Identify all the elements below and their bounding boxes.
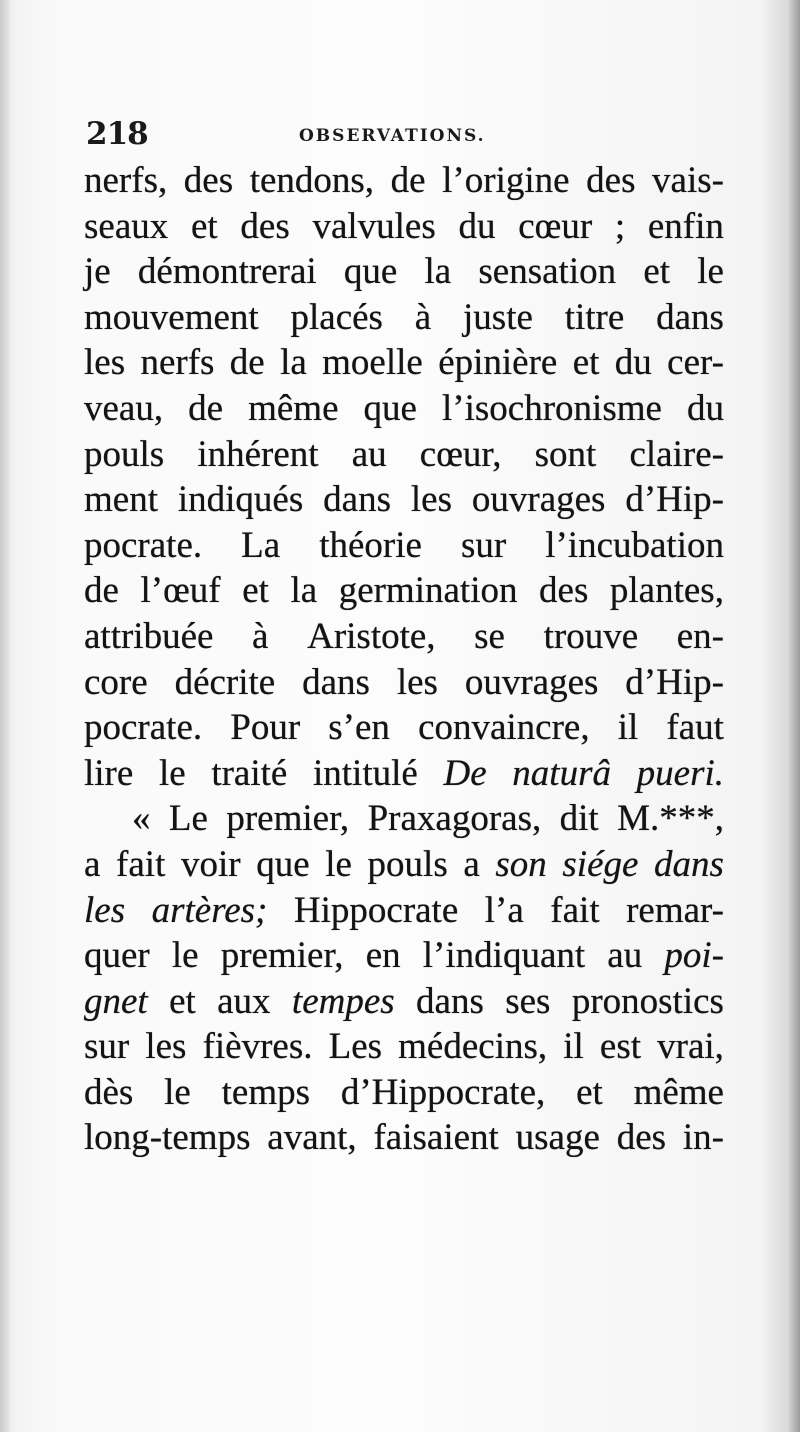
text-word: dans: [323, 479, 391, 521]
text-word: de: [188, 387, 224, 429]
text-line: [84, 158, 724, 204]
text-word: de: [390, 160, 426, 201]
text-word: les: [84, 889, 126, 931]
text-word: et: [190, 205, 218, 247]
text-word: du: [458, 205, 496, 247]
body-text: [84, 158, 724, 1161]
text-word: des: [240, 205, 290, 247]
text-line: [84, 796, 724, 842]
text-word: gnet: [84, 980, 148, 1022]
text-word: sur: [84, 1026, 130, 1068]
text-line: [84, 523, 724, 569]
text-word: l’incubation: [545, 524, 724, 566]
text-word: naturâ: [512, 752, 611, 794]
text-word: des: [586, 160, 636, 201]
text-word: fait: [116, 843, 166, 885]
text-word: pronostics: [571, 980, 724, 1022]
text-word: la: [280, 342, 307, 384]
text-word: et: [643, 251, 671, 293]
text-word: tempes: [291, 980, 395, 1022]
text-word: attribuée: [84, 615, 214, 657]
text-word: l’œuf: [140, 570, 221, 612]
text-word: dans: [416, 980, 484, 1022]
text-word: au: [607, 935, 643, 977]
text-word: cer-: [667, 342, 724, 384]
text-word: les: [396, 661, 438, 703]
text-word: ment: [84, 479, 158, 521]
text-line: [84, 340, 724, 386]
text-word: cœur: [518, 205, 593, 247]
text-line: [84, 933, 724, 979]
text-word: et: [576, 1071, 603, 1113]
text-word: enfin: [647, 205, 724, 247]
text-word: Les: [328, 1026, 383, 1068]
text-word: voir: [180, 843, 241, 885]
text-word: faut: [666, 707, 724, 749]
text-word: d’Hip-: [625, 479, 724, 521]
text-word: de: [84, 570, 119, 612]
text-word: ses: [505, 980, 551, 1022]
page-number: 218: [86, 116, 148, 152]
running-head: OBSERVATIONS.: [299, 126, 486, 146]
text-line: [84, 979, 724, 1025]
text-word: in-: [682, 1117, 724, 1159]
text-word: quer: [84, 935, 150, 977]
text-word: épinière: [438, 342, 558, 384]
text-line: [84, 249, 724, 295]
text-word: démontrerai: [137, 251, 317, 293]
text-word: le: [325, 843, 352, 885]
text-word: au: [351, 433, 387, 475]
text-word: cœur,: [419, 433, 502, 475]
text-word: pouls: [84, 433, 165, 475]
text-line: [84, 614, 724, 660]
text-line: [84, 1024, 724, 1070]
text-word: premier,: [220, 935, 344, 977]
text-word: de: [229, 342, 265, 384]
text-word: vrai,: [657, 1026, 724, 1068]
text-line: [84, 432, 724, 478]
text-line: [84, 751, 724, 797]
text-word: La: [241, 524, 281, 566]
text-word: indiqués: [177, 479, 304, 521]
page-header: [86, 116, 726, 156]
text-word: du: [614, 342, 652, 384]
text-word: moelle: [322, 342, 423, 384]
text-line: [84, 386, 724, 432]
text-word: valvules: [312, 205, 436, 247]
text-word: Le: [168, 798, 208, 840]
text-word: s’en: [328, 707, 390, 749]
text-word: titre: [564, 296, 625, 338]
text-word: en: [365, 935, 401, 977]
text-word: nerfs,: [84, 160, 168, 201]
text-word: siége: [562, 843, 639, 885]
text-word: Praxagoras,: [367, 798, 542, 840]
text-word: le: [164, 1071, 191, 1113]
text-line: [84, 568, 724, 614]
text-word: que: [343, 251, 398, 293]
text-word: les: [410, 479, 452, 521]
text-word: en-: [676, 615, 724, 657]
text-word: dit: [559, 798, 599, 840]
text-word: décrite: [174, 661, 276, 703]
text-line: [84, 888, 724, 934]
text-word: pocrate.: [84, 707, 203, 749]
text-word: core: [84, 661, 148, 703]
text-word: premier,: [226, 798, 350, 840]
text-line: [84, 660, 724, 706]
text-word: à: [414, 296, 432, 338]
text-word: son: [495, 843, 547, 885]
text-word: plantes,: [609, 570, 724, 612]
text-word: que: [256, 843, 310, 885]
text-word: l’a: [484, 889, 524, 931]
text-word: nerfs: [140, 342, 215, 384]
text-word: il: [563, 1026, 584, 1068]
text-word: je: [84, 251, 111, 293]
text-word: il: [617, 707, 639, 749]
text-word: les: [145, 1026, 187, 1068]
text-word: et: [572, 342, 600, 384]
text-word: tendons,: [249, 160, 375, 201]
text-word: germination: [338, 570, 518, 612]
text-word: traité: [211, 752, 288, 794]
text-word: les: [84, 342, 126, 384]
page-right-edge: [786, 0, 800, 1432]
text-word: placés: [290, 296, 383, 338]
page-left-edge: [0, 0, 10, 1432]
text-word: dans: [654, 843, 724, 885]
text-word: pocrate.: [84, 524, 203, 566]
text-word: intitulé: [313, 752, 418, 794]
text-word: claire-: [629, 433, 724, 475]
text-word: médecins,: [398, 1026, 548, 1068]
text-word: artères;: [151, 889, 268, 931]
text-line: [84, 1115, 724, 1161]
text-word: usage: [515, 1117, 600, 1159]
text-line: [84, 295, 724, 341]
text-word: l’indiquant: [422, 935, 586, 977]
text-word: la: [290, 570, 318, 612]
text-word: a: [463, 843, 480, 885]
text-word: des: [539, 570, 589, 612]
text-word: fait: [550, 889, 600, 931]
text-line: [84, 842, 724, 888]
text-word: sont: [534, 433, 597, 475]
text-word: que: [363, 387, 417, 429]
text-word: se: [474, 615, 505, 657]
text-word: est: [599, 1026, 642, 1068]
text-word: d’Hippocrate,: [340, 1071, 546, 1113]
text-word: et: [242, 570, 269, 612]
text-word: poi-: [664, 935, 724, 977]
text-word: faisaient: [373, 1117, 499, 1159]
text-word: «: [132, 798, 151, 840]
text-word: trouve: [543, 615, 639, 657]
text-word: juste: [463, 296, 533, 338]
text-line: [84, 204, 724, 250]
text-word: fièvres.: [202, 1026, 313, 1068]
text-word: veau,: [84, 387, 164, 429]
text-word: vais-: [652, 160, 724, 201]
text-word: et: [169, 980, 196, 1022]
text-word: ouvrages: [471, 479, 606, 521]
text-line: [84, 705, 724, 751]
text-word: long-temps: [84, 1117, 251, 1159]
text-word: ;: [614, 205, 626, 247]
text-word: a: [84, 843, 101, 885]
text-word: ouvrages: [464, 661, 599, 703]
text-word: mouvement: [84, 296, 259, 338]
text-word: à: [252, 615, 269, 657]
text-word: des: [183, 160, 234, 201]
text-word: seaux: [84, 205, 169, 247]
text-word: théorie: [319, 524, 422, 566]
text-word: le: [171, 935, 199, 977]
text-word: Pour: [230, 707, 301, 749]
text-line: [84, 477, 724, 523]
text-word: le: [697, 251, 724, 293]
text-word: dès: [84, 1071, 134, 1113]
text-word: pouls: [367, 843, 448, 885]
text-word: aux: [217, 980, 271, 1022]
text-word: dans: [656, 296, 724, 338]
text-word: dans: [302, 661, 370, 703]
text-word: du: [686, 387, 724, 429]
text-word: même: [633, 1071, 724, 1113]
text-word: lire: [84, 752, 134, 794]
text-word: pueri.: [636, 752, 724, 794]
text-word: même: [248, 387, 339, 429]
text-word: Hippocrate: [293, 889, 459, 931]
text-word: d’Hip-: [625, 661, 724, 703]
text-word: l’isochronisme: [442, 387, 662, 429]
text-word: convaincre,: [418, 707, 590, 749]
text-word: Aristote,: [307, 615, 436, 657]
text-word: sensation: [478, 251, 617, 293]
text-word: temps: [221, 1071, 311, 1113]
text-word: De: [443, 752, 487, 794]
text-word: la: [424, 251, 452, 293]
text-line: [84, 1070, 724, 1116]
text-word: le: [158, 752, 186, 794]
text-word: inhérent: [197, 433, 319, 475]
text-word: l’origine: [442, 160, 570, 201]
text-word: des: [616, 1117, 667, 1159]
text-word: sur: [460, 524, 507, 566]
text-word: M.***,: [617, 798, 724, 840]
text-word: remar-: [626, 889, 724, 931]
text-word: avant,: [267, 1117, 357, 1159]
